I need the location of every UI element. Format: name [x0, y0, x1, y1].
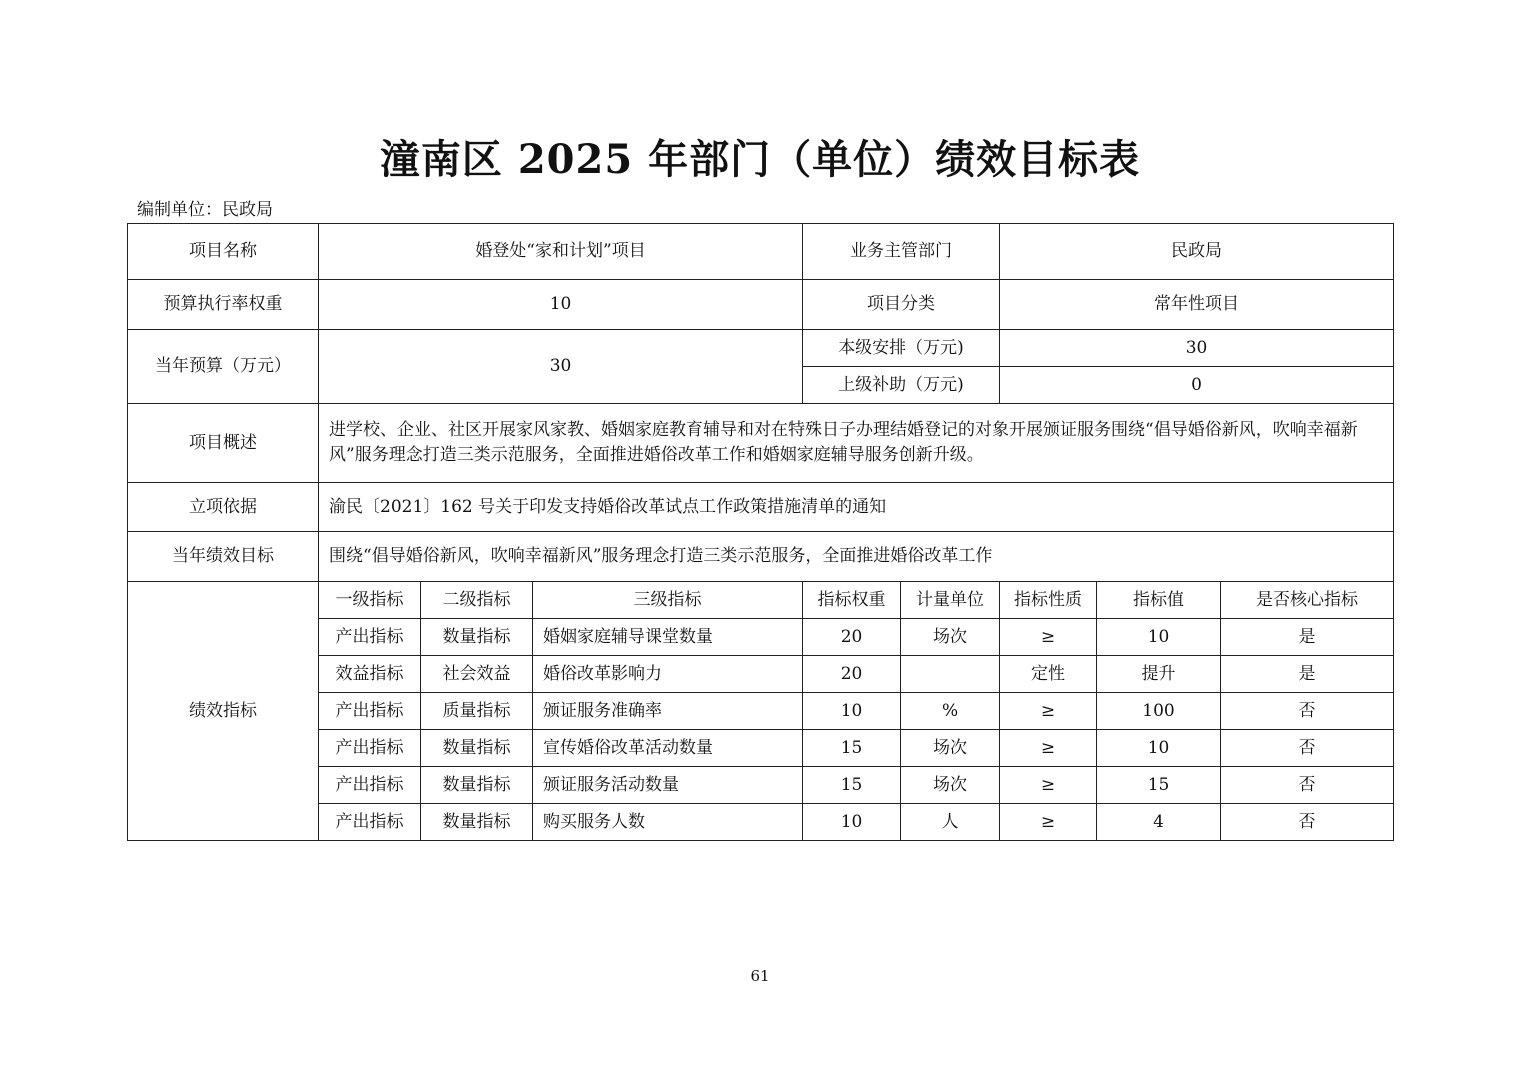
label-budget: 当年预算（万元）: [128, 330, 319, 404]
compiling-unit: 编制单位：民政局: [137, 200, 273, 220]
header-core: 是否核心指标: [1221, 582, 1394, 619]
page-title: 潼南区 2025 年部门（单位）绩效目标表: [379, 136, 1141, 183]
cell-core: 是: [1221, 656, 1394, 693]
cell-level2: 社会效益: [421, 656, 533, 693]
value-weight: 10: [319, 280, 803, 330]
label-summary: 项目概述: [128, 404, 319, 483]
cell-nature: ≥: [1000, 730, 1097, 767]
label-indicators: 绩效指标: [128, 582, 319, 841]
cell-nature: ≥: [1000, 767, 1097, 804]
cell-value: 4: [1097, 804, 1221, 841]
cell-level3: 颁证服务准确率: [533, 693, 803, 730]
page-number: 61: [750, 967, 770, 985]
cell-unit: 场次: [901, 730, 1000, 767]
cell-nature: ≥: [1000, 619, 1097, 656]
cell-value: 10: [1097, 619, 1221, 656]
cell-level2: 数量指标: [421, 804, 533, 841]
label-weight: 预算执行率权重: [128, 280, 319, 330]
label-basis: 立项依据: [128, 483, 319, 532]
cell-nature: 定性: [1000, 656, 1097, 693]
cell-level2: 数量指标: [421, 730, 533, 767]
cell-unit: 人: [901, 804, 1000, 841]
cell-weight: 20: [803, 619, 901, 656]
cell-level3: 颁证服务活动数量: [533, 767, 803, 804]
value-budget: 30: [319, 330, 803, 404]
label-superior: 上级补助（万元): [803, 367, 1000, 404]
label-goal: 当年绩效目标: [128, 532, 319, 582]
cell-nature: ≥: [1000, 693, 1097, 730]
cell-core: 否: [1221, 693, 1394, 730]
header-level3: 三级指标: [533, 582, 803, 619]
cell-weight: 15: [803, 767, 901, 804]
cell-core: 否: [1221, 767, 1394, 804]
value-superior: 0: [1000, 367, 1394, 404]
cell-level2: 数量指标: [421, 767, 533, 804]
cell-weight: 10: [803, 693, 901, 730]
header-unit: 计量单位: [901, 582, 1000, 619]
cell-value: 提升: [1097, 656, 1221, 693]
value-basis: 渝民〔2021〕162 号关于印发支持婚俗改革试点工作政策措施清单的通知: [319, 483, 1394, 532]
cell-core: 否: [1221, 730, 1394, 767]
label-dept: 业务主管部门: [803, 224, 1000, 280]
cell-value: 15: [1097, 767, 1221, 804]
label-project-name: 项目名称: [128, 224, 319, 280]
cell-level1: 产出指标: [319, 804, 421, 841]
label-local: 本级安排（万元): [803, 330, 1000, 367]
cell-unit: 场次: [901, 767, 1000, 804]
header-weight: 指标权重: [803, 582, 901, 619]
value-category: 常年性项目: [1000, 280, 1394, 330]
value-local: 30: [1000, 330, 1394, 367]
value-project-name: 婚登处“家和计划”项目: [319, 224, 803, 280]
label-category: 项目分类: [803, 280, 1000, 330]
cell-level3: 宣传婚俗改革活动数量: [533, 730, 803, 767]
header-level2: 二级指标: [421, 582, 533, 619]
performance-table: [127, 223, 1394, 841]
cell-level3: 婚俗改革影响力: [533, 656, 803, 693]
cell-weight: 10: [803, 804, 901, 841]
cell-nature: ≥: [1000, 804, 1097, 841]
cell-level2: 质量指标: [421, 693, 533, 730]
cell-core: 是: [1221, 619, 1394, 656]
cell-unit: [901, 656, 1000, 693]
header-nature: 指标性质: [1000, 582, 1097, 619]
value-goal: 围绕“倡导婚俗新风，吹响幸福新风”服务理念打造三类示范服务，全面推进婚俗改革工作: [319, 532, 1394, 582]
header-value: 指标值: [1097, 582, 1221, 619]
cell-level1: 产出指标: [319, 730, 421, 767]
cell-level1: 产出指标: [319, 619, 421, 656]
cell-unit: %: [901, 693, 1000, 730]
cell-level1: 产出指标: [319, 767, 421, 804]
value-dept: 民政局: [1000, 224, 1394, 280]
cell-core: 否: [1221, 804, 1394, 841]
cell-level1: 效益指标: [319, 656, 421, 693]
cell-unit: 场次: [901, 619, 1000, 656]
value-summary: 进学校、企业、社区开展家风家教、婚姻家庭教育辅导和对在特殊日子办理结婚登记的对象开展颁证服务围绕“倡导婚俗新风，吹响幸福新风”服务理念打造三类示范服务，全面推进婚俗改革工作和婚姻家庭辅导服务创新升级。: [319, 404, 1394, 483]
cell-weight: 15: [803, 730, 901, 767]
header-level1: 一级指标: [319, 582, 421, 619]
cell-level3: 婚姻家庭辅导课堂数量: [533, 619, 803, 656]
cell-level3: 购买服务人数: [533, 804, 803, 841]
cell-level1: 产出指标: [319, 693, 421, 730]
cell-level2: 数量指标: [421, 619, 533, 656]
cell-weight: 20: [803, 656, 901, 693]
cell-value: 100: [1097, 693, 1221, 730]
cell-value: 10: [1097, 730, 1221, 767]
